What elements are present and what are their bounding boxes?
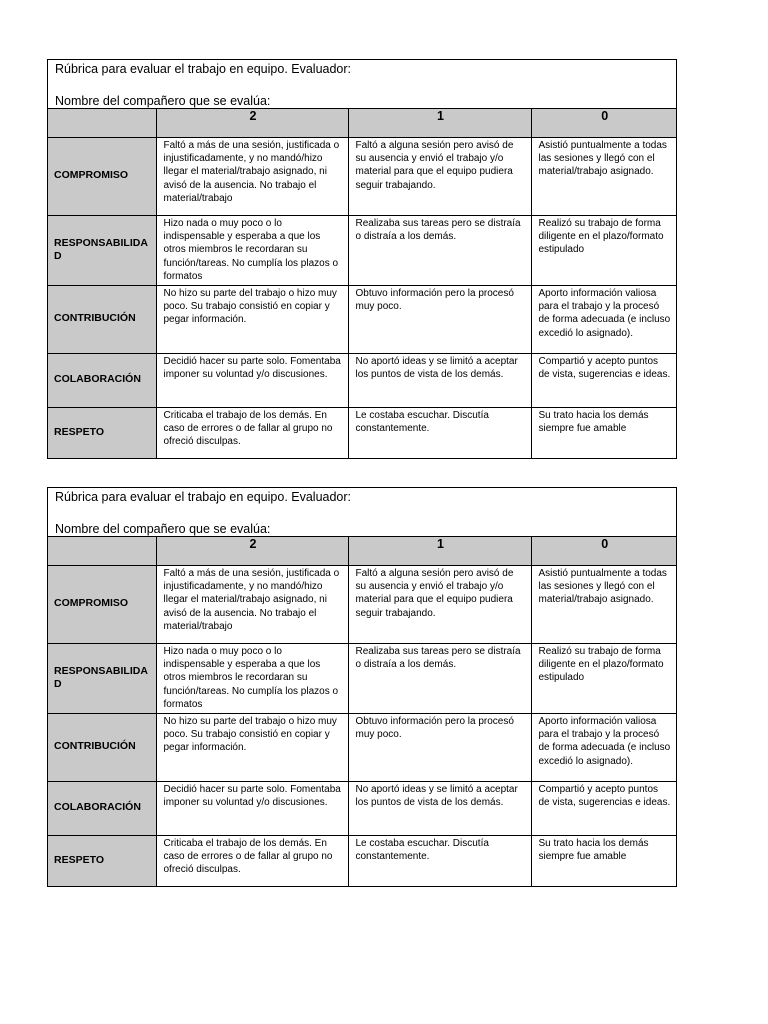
descriptor-cell: Realizaba sus tareas pero se distraía o distraía a los demás. [348,215,531,285]
descriptor-cell: Faltó a alguna sesión pero avisó de su ausencia y envió el trabajo y/o material para que el equipo pudiera seguir trabajando. [348,565,531,643]
evaluated-peer-name-label: Nombre del compañero que se evalúa: [55,522,271,536]
descriptor-cell: Le costaba escuchar. Discutía constantemente. [348,407,531,458]
descriptor-cell: Su trato hacia los demás siempre fue amable [531,407,676,458]
rubric-title: Rúbrica para evaluar el trabajo en equipo. Evaluador: [55,490,352,504]
descriptor-cell: Obtuvo información pero la procesó muy poco. [348,285,531,353]
descriptor-cell: Hizo nada o muy poco o lo indispensable y esperaba a que los otros miembros le recordaran su función/tareas. No cumplía los plazos o formatos [156,643,348,713]
score-header-0: 0 [531,109,676,137]
criterion-label: COMPROMISO [48,565,156,643]
score-header-1: 1 [348,537,531,565]
table-row [48,781,676,835]
descriptor-cell: Le costaba escuchar. Discutía constantemente. [348,835,531,886]
descriptor-cell: No hizo su parte del trabajo o hizo muy poco. Su trabajo consistió en copiar y pegar información. [156,285,348,353]
descriptor-cell: Decidió hacer su parte solo. Fomentaba imponer su voluntad y/o discusiones. [156,781,348,835]
descriptor-cell: No hizo su parte del trabajo o hizo muy poco. Su trabajo consistió en copiar y pegar información. [156,713,348,781]
table-row [48,353,676,407]
descriptor-cell: Hizo nada o muy poco o lo indispensable y esperaba a que los otros miembros le recordaran su función/tareas. No cumplía los plazos o formatos [156,215,348,285]
criterion-label: RESPETO [48,407,156,458]
rubric-table-2 [47,487,677,887]
score-header-row [48,109,676,137]
evaluated-peer-name-label: Nombre del compañero que se evalúa: [55,94,271,108]
criterion-label: COMPROMISO [48,137,156,215]
descriptor-cell: Criticaba el trabajo de los demás. En caso de errores o de fallar al grupo no ofreció disculpas. [156,835,348,886]
descriptor-cell: Decidió hacer su parte solo. Fomentaba imponer su voluntad y/o discusiones. [156,353,348,407]
descriptor-cell: Realizó su trabajo de forma diligente en el plazo/formato estipulado [531,643,676,713]
score-header-row [48,537,676,565]
table-row [48,285,676,353]
descriptor-cell: Faltó a alguna sesión pero avisó de su ausencia y envió el trabajo y/o material para que el equipo pudiera seguir trabajando. [348,137,531,215]
descriptor-cell: Faltó a más de una sesión, justificada o injustificadamente, y no mandó/hizo llegar el material/trabajo asignado, ni avisó de la ausencia. No trabajo el material/trabajo [156,137,348,215]
descriptor-cell: Asistió puntualmente a todas las sesiones y llegó con el material/trabajo asignado. [531,565,676,643]
criterion-label: RESPETO [48,835,156,886]
score-header-2: 2 [156,109,348,137]
descriptor-cell: Criticaba el trabajo de los demás. En caso de errores o de fallar al grupo no ofreció disculpas. [156,407,348,458]
descriptor-cell: Su trato hacia los demás siempre fue amable [531,835,676,886]
score-header-0: 0 [531,537,676,565]
score-header-2: 2 [156,537,348,565]
criterion-label: COLABORACIÓN [48,781,156,835]
table-row [48,643,676,713]
rubric-header [48,60,676,109]
rubric-grid [48,537,676,886]
table-row [48,137,676,215]
table-row [48,565,676,643]
rubric-table-1 [47,59,677,459]
descriptor-cell: Compartió y acepto puntos de vista, sugerencias e ideas. [531,781,676,835]
criterion-label: CONTRIBUCIÓN [48,285,156,353]
descriptor-cell: No aportó ideas y se limitó a aceptar los puntos de vista de los demás. [348,353,531,407]
table-row [48,215,676,285]
descriptor-cell: Compartió y acepto puntos de vista, sugerencias e ideas. [531,353,676,407]
score-header-1: 1 [348,109,531,137]
descriptor-cell: Asistió puntualmente a todas las sesiones y llegó con el material/trabajo asignado. [531,137,676,215]
rubric-grid [48,109,676,458]
descriptor-cell: No aportó ideas y se limitó a aceptar los puntos de vista de los demás. [348,781,531,835]
table-row [48,713,676,781]
criterion-label: RESPONSABILIDA D [48,215,156,285]
criterion-label: CONTRIBUCIÓN [48,713,156,781]
table-row [48,407,676,458]
criterion-label: COLABORACIÓN [48,353,156,407]
descriptor-cell: Aporto información valiosa para el trabajo y la procesó de forma adecuada (e incluso excedió lo asignado). [531,285,676,353]
corner-cell [48,537,156,565]
descriptor-cell: Faltó a más de una sesión, justificada o injustificadamente, y no mandó/hizo llegar el material/trabajo asignado, ni avisó de la ausencia. No trabajo el material/trabajo [156,565,348,643]
rubric-header [48,488,676,537]
table-row [48,835,676,886]
descriptor-cell: Obtuvo información pero la procesó muy poco. [348,713,531,781]
descriptor-cell: Realizaba sus tareas pero se distraía o distraía a los demás. [348,643,531,713]
rubric-title: Rúbrica para evaluar el trabajo en equipo. Evaluador: [55,62,352,76]
criterion-label: RESPONSABILIDA D [48,643,156,713]
corner-cell [48,109,156,137]
descriptor-cell: Aporto información valiosa para el trabajo y la procesó de forma adecuada (e incluso excedió lo asignado). [531,713,676,781]
descriptor-cell: Realizó su trabajo de forma diligente en el plazo/formato estipulado [531,215,676,285]
